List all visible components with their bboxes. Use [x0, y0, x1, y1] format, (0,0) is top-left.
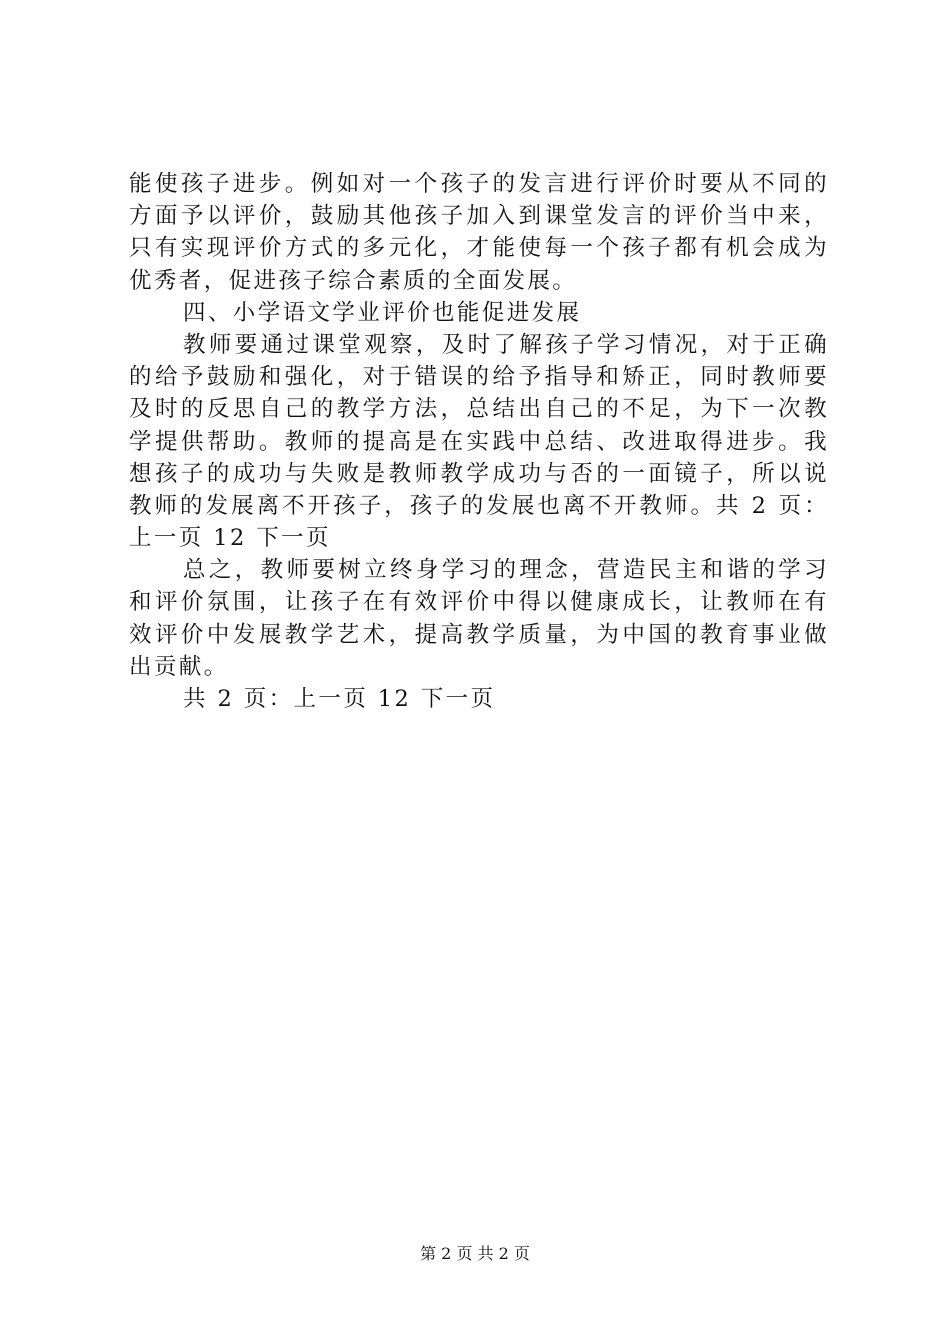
body-line: 总之，教师要树立终身学习的理念，营造民主和谐的学习: [183, 557, 829, 584]
body-line: 及时的反思自己的教学方法，总结出自己的不足，为下一次教: [129, 396, 829, 423]
section-heading: 四、小学语文学业评价也能促进发展: [183, 299, 582, 326]
body-line: 只有实现评价方式的多元化，才能使每一个孩子都有机会成为: [129, 235, 829, 262]
body-line: 效评价中发展教学艺术，提高教学质量，为中国的教育事业做: [129, 621, 829, 648]
pagination-text: 共 2 页：上一页 12 下一页: [183, 686, 496, 712]
pagination-text: 上一页 12 下一页: [129, 525, 331, 552]
body-line: 能使孩子进步。例如对一个孩子的发言进行评价时要从不同的: [129, 171, 829, 197]
body-line: 方面予以评价，鼓励其他孩子加入到课堂发言的评价当中来，: [129, 203, 829, 230]
body-line: 的给予鼓励和强化，对于错误的给予指导和矫正，同时教师要: [129, 364, 829, 391]
body-line: 优秀者，促进孩子综合素质的全面发展。: [129, 267, 578, 294]
body-line: 和评价氛围，让孩子在有效评价中得以健康成长，让教师在有: [129, 589, 829, 616]
body-line: 学提供帮助。教师的提高是在实践中总结、改进取得进步。我: [129, 428, 829, 455]
body-line: 想孩子的成功与失败是教师教学成功与否的一面镜子，所以说: [129, 460, 829, 487]
body-line: 教师要通过课堂观察，及时了解孩子学习情况，对于正确: [183, 331, 829, 358]
body-line: 出贡献。: [129, 653, 229, 680]
page-footer: 第 2 页 共 2 页: [420, 1244, 530, 1263]
body-line: 教师的发展离不开孩子，孩子的发展也离不开教师。共 2 页：: [129, 492, 829, 519]
document-body: [129, 168, 829, 715]
